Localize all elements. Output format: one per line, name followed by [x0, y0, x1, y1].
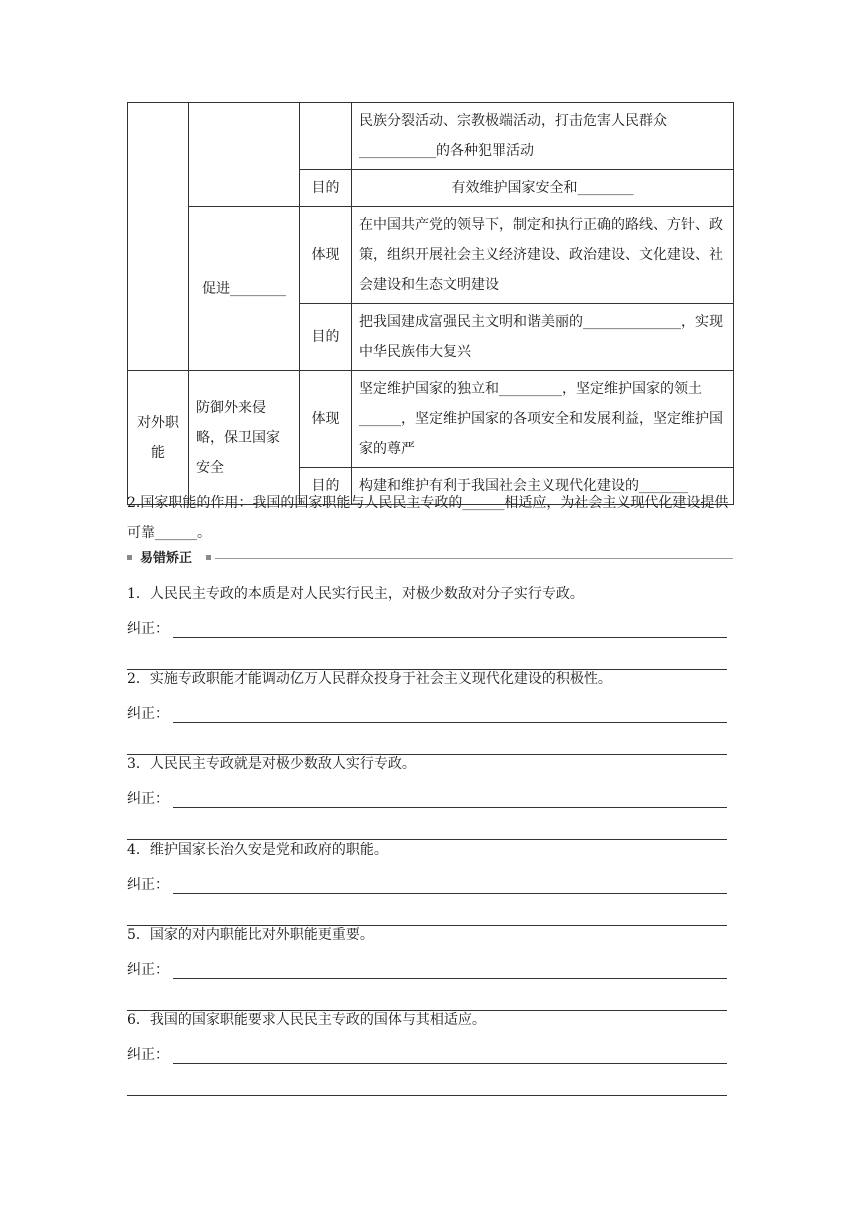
purpose-label: 目的	[300, 304, 352, 371]
answer-area[interactable]	[127, 617, 727, 641]
correction-item	[127, 838, 727, 897]
correction-item	[127, 667, 727, 726]
content-line: ___________的各种犯罪活动	[359, 143, 534, 159]
correction-item	[127, 752, 727, 811]
answer-line[interactable]	[127, 1095, 727, 1096]
correction-label: 纠正：	[127, 791, 169, 807]
table-row	[128, 207, 734, 304]
embody-text: 在中国共产党的领导下，制定和执行正确的路线、方针、政策，组织开展社会主义经济建设、政治建设、文化建设、社会建设和生态文明建设	[352, 207, 734, 304]
answer-area[interactable]	[127, 958, 727, 982]
table-row	[128, 103, 734, 170]
embody-label: 体现	[300, 371, 352, 468]
answer-area[interactable]	[127, 1043, 727, 1067]
section-divider	[215, 558, 733, 559]
label-cell-continued	[300, 103, 352, 170]
answer-line[interactable]	[173, 807, 727, 808]
function-role-paragraph: 2.国家职能的作用：我国的国家职能与人民民主专政的______相适应，为社会主义现代化建设提供可靠______。	[127, 495, 729, 541]
answer-area[interactable]	[127, 873, 727, 897]
purpose-text: 构建和维护有利于我国社会主义现代化建设的_______	[352, 468, 734, 505]
purpose-label: 目的	[300, 170, 352, 207]
correction-label: 纠正：	[127, 1047, 169, 1063]
section-header	[127, 549, 733, 569]
answer-line[interactable]	[173, 722, 727, 723]
correction-label: 纠正：	[127, 877, 169, 893]
answer-line[interactable]	[173, 893, 727, 894]
statement-text: 6．我国的国家职能要求人民民主专政的国体与其相适应。	[127, 1012, 486, 1028]
function-name: 防御外来侵略，保卫国家安全	[189, 371, 300, 505]
answer-area[interactable]	[127, 702, 727, 726]
content-line: 民族分裂活动、宗教极端活动，打击危害人民群众	[359, 113, 667, 129]
category-name: 对外职能	[128, 371, 189, 505]
correction-item	[127, 1008, 727, 1067]
correction-label: 纠正：	[127, 621, 169, 637]
statement-text: 2．实施专政职能才能调动亿万人民群众投身于社会主义现代化建设的积极性。	[127, 671, 612, 687]
function-name: 促进________	[189, 207, 300, 371]
correction-label: 纠正：	[127, 962, 169, 978]
answer-line[interactable]	[173, 978, 727, 979]
state-functions-table	[127, 102, 734, 505]
purpose-label: 目的	[300, 468, 352, 505]
correction-item	[127, 923, 727, 982]
statement-text: 3．人民民主专政就是对极少数敌人实行专政。	[127, 756, 416, 772]
answer-line[interactable]	[173, 1063, 727, 1064]
statement-text: 4．维护国家长治久安是党和政府的职能。	[127, 842, 388, 858]
square-bullet-icon	[206, 555, 211, 560]
correction-item	[127, 582, 727, 641]
content-cell	[352, 103, 734, 170]
statement-text: 5．国家的对内职能比对外职能更重要。	[127, 927, 374, 943]
section-title: 易错矫正	[140, 551, 193, 566]
embody-label: 体现	[300, 207, 352, 304]
embody-text: 坚定维护国家的独立和_________，坚定维护国家的领土______，坚定维护国家的各项安全和发展利益，坚定维护国家的尊严	[352, 371, 734, 468]
square-bullet-icon	[127, 555, 132, 560]
purpose-text: 有效维护国家安全和________	[352, 170, 734, 207]
purpose-text: 把我国建成富强民主文明和谐美丽的______________，实现中华民族伟大复兴	[352, 304, 734, 371]
correction-label: 纠正：	[127, 706, 169, 722]
answer-area[interactable]	[127, 787, 727, 811]
statement-text: 1．人民民主专政的本质是对人民实行民主，对极少数敌对分子实行专政。	[127, 586, 584, 602]
function-cell-continued	[189, 103, 300, 207]
category-cell-continued	[128, 103, 189, 371]
table-row	[128, 371, 734, 468]
answer-line[interactable]	[173, 637, 727, 638]
